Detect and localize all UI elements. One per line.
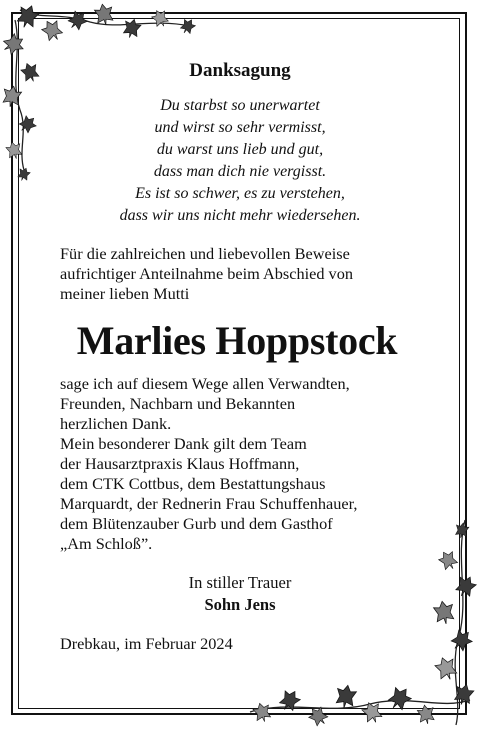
place-date: Drebkau, im Februar 2024 (60, 634, 233, 653)
poem-line: dass wir uns nicht mehr wiedersehen. (119, 207, 361, 224)
intro-paragraph (60, 244, 420, 304)
intro-line: meiner lieben Mutti (60, 284, 190, 303)
notice-content (60, 60, 420, 654)
thanks-line: Freunden, Nachbarn und Bekannten (60, 394, 296, 413)
notice-heading: Danksagung (189, 60, 291, 81)
thanks-line: „Am Schloß”. (60, 534, 153, 553)
thanks-line: sage ich auf diesem Wege allen Verwandten, (60, 374, 350, 393)
thanks-line: der Hausarztpraxis Klaus Hoffmann, (60, 454, 300, 473)
thanks-paragraph (60, 374, 420, 554)
thanks-line: Mein besonderer Dank gilt dem Team (60, 434, 307, 453)
signer-name: Sohn Jens (204, 595, 276, 614)
poem-line: du warst uns lieb und gut, (156, 141, 324, 158)
poem-line: dass man dich nie vergisst. (153, 163, 327, 180)
poem-line: und wirst so sehr vermisst, (154, 119, 326, 136)
deceased-name: Marlies Hoppstock (76, 318, 398, 363)
signature-block (60, 572, 420, 616)
poem (60, 95, 420, 227)
intro-line: aufrichtiger Anteilnahme beim Abschied von (60, 264, 353, 283)
poem-line: Du starbst so unerwartet (160, 97, 320, 114)
thanks-line: dem Blütenzauber Gurb und dem Gasthof (60, 514, 333, 533)
intro-line: Für die zahlreichen und liebevollen Beweise (60, 244, 350, 263)
thanks-line: Marquardt, der Rednerin Frau Schuffenhauer, (60, 494, 358, 513)
poem-line: Es ist so schwer, es zu verstehen, (135, 185, 345, 202)
thanks-line: dem CTK Cottbus, dem Bestattungshaus (60, 474, 326, 493)
closing-phrase: In stiller Trauer (188, 573, 292, 592)
thanks-line: herzlichen Dank. (60, 414, 172, 433)
